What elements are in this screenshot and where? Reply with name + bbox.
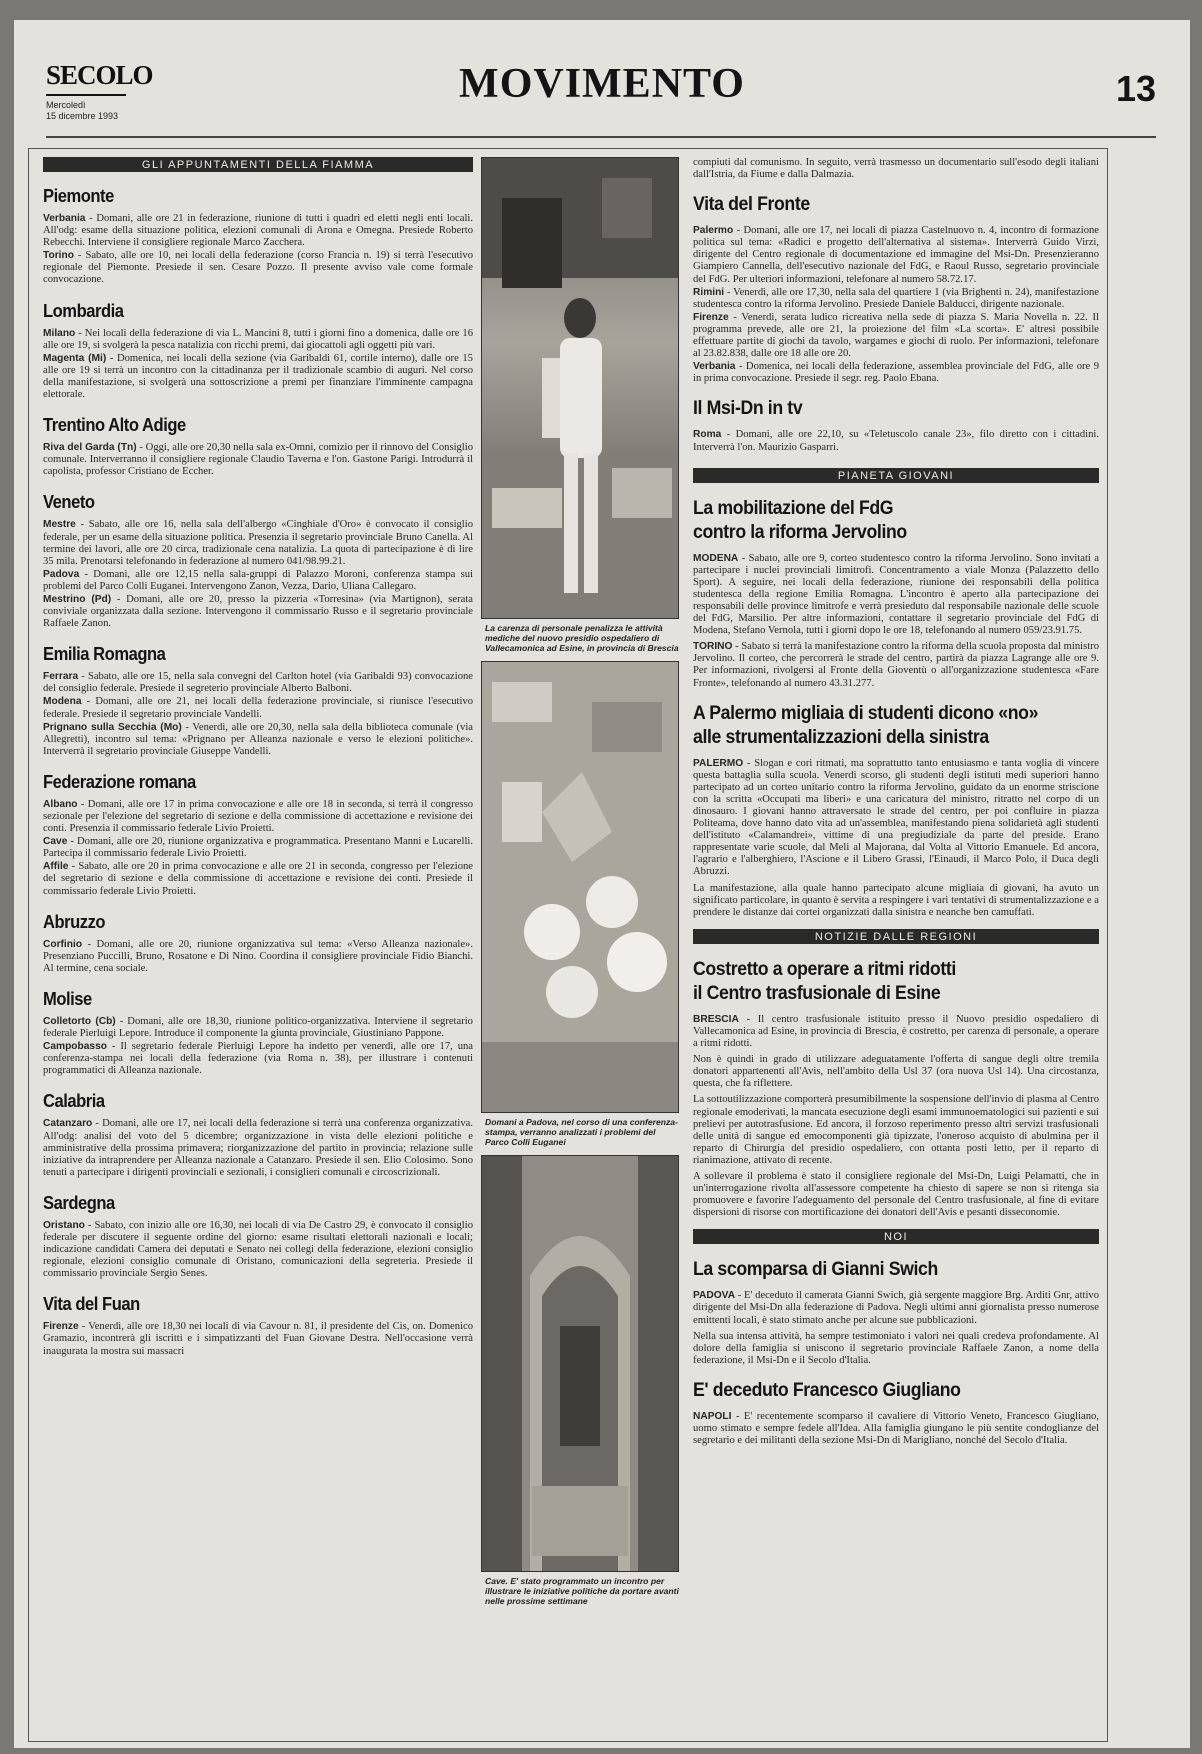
region-heading: Trentino Alto Adige	[43, 415, 186, 436]
photo-padova	[481, 661, 679, 1113]
appointment-entry: Modena - Domani, alle ore 21, nei locali della federazione provinciale, si riunisce l'esecutivo federale. Presiede il segretario provinciale Vandelli.	[43, 696, 473, 720]
photo-hospital	[481, 157, 679, 619]
appointment-entry: Milano - Nei locali della federazione di via L. Mancini 8, tutti i giorni fino a domenica, dalle ore 16 alle ore 19, si svolgerà la pesca natalizia con ricchi premi, dai giocattoli agli oggetti più vari.	[43, 327, 473, 351]
appointment-entry: Mestre - Sabato, alle ore 16, nella sala dell'albergo «Cinghiale d'Oro» è convocato il consiglio federale, per un esame della situazione politica. Presenzia il segretario provinciale Bruno Canella. Al termine dei lavori, alle ore 20 circa, tradizionale cena natalizia. La quota di partecipazione è di lire 35 mila. Prenotarsi telefonando in federazione al numero 041/98.99.21.	[43, 519, 473, 567]
content-frame	[28, 148, 1108, 1742]
region-heading: Piemonte	[43, 186, 114, 206]
dateline	[46, 100, 118, 122]
region-heading: Federazione romana	[43, 771, 196, 792]
article-paragraph: PALERMO - Slogan e cori ritmati, ma soprattutto tanto entusiasmo e tanta voglia di vincere questa battaglia sulla scuola. Venerdì scorso, gli studenti degli istituti medi superiori hanno partecipato ad un corteo unitario contro la riforma Jervolino, guidato da un enorme striscione con la scritta «Occupati ma liberi» e una caricatura del ministro, ritratto nel corpo di un dinosauro. I giovani hanno attraversato le strade del centro, per poi confluire in piazza Politeama, dove hanno dato vita ad un'assemblea, manifestando piena solidarietà agli studenti dell'istituto «Calamandrei», vittime di una pregiudiziale da parte del preside. Erano rappresentate varie scuole, dal Meli al Majorana, dal Volta al Vittorio Emanuele. Ed ancora, l'agrario e l'alberghiero, l'Ascione e il Libero Grassi, l'Einaudi, il Marco Polo, il Duca degli Abruzzi.	[693, 757, 1099, 878]
article-headline: La mobilitazione del FdG contro la riforma Jervolino	[693, 497, 907, 543]
newspaper-logo: SECOLO	[46, 60, 153, 90]
article-headline: Costretto a operare a ritmi ridotti il Centro trasfusionale di Esine	[693, 958, 956, 1004]
appointments-column	[43, 157, 473, 1737]
article-paragraph: BRESCIA - Il centro trasfusionale istituito presso il Nuovo presidio ospedaliero di Vallecamonica ad Esine, in provincia di Brescia, è costretto, per carenza di personale, a operare a ritmi ridotti.	[693, 1013, 1099, 1050]
section-title: MOVIMENTO	[459, 61, 745, 107]
appointments-banner: GLI APPUNTAMENTI DELLA FIAMMA	[43, 157, 473, 172]
news-column	[693, 157, 1099, 1737]
region-heading: Molise	[43, 988, 92, 1009]
appointment-entry: Roma - Domani, alle ore 22,10, su «Teletuscolo canale 23», filo diretto con i cittadini. Interverrà l'on. Maurizio Gasparri.	[693, 429, 1099, 453]
article-paragraph: La sottoutilizzazione comporterà presumibilmente la sospensione dell'invio di plasma al Centro regionale emoderivati, la mancata esecuzione degli esami immunoematologici sui pazienti e sui prelievi per autotrasfusione. Ed ancora, il forzoso reperimento presso altri servizi trasfusionali delle unità di sangue ed emocomponenti già tipizzate, l'oneroso acquisto di abulmina per il reparto di Chirurgia del presidio ospedaliero, con ottanta posti letto, per il reparto di rianimazione, attivato di recente.	[693, 1094, 1099, 1166]
appointment-entry: Firenze - Venerdì, serata ludico ricreativa nella sede di piazza S. Maria Novella n. 22. Il programma prevede, alle ore 21, la proiezione del film «La scorta». E' altresì possibile effettuare partite di giochi da tavolo, wargames e giochi di ruolo. Per informazioni, telefonare al 23.82.838, dalle ore 18 alle ore 20.	[693, 311, 1099, 360]
appointment-entry: Rimini - Venerdì, alle ore 17,30, nella sala del quartiere 1 (via Brighenti n. 24), manifestazione studentesca contro la riforma Jervolino. Presiede Daniele Balducci, dirigente nazionale.	[693, 286, 1099, 310]
appointment-entry: Affile - Sabato, alle ore 20 in prima convocazione e alle ore 21 in seconda, congresso per l'elezione del segretario di sezione e della commissione di accettazione e revisione dei conti. Presiede il commissario federale Livio Proietti.	[43, 861, 473, 897]
appointment-entry: Magenta (Mi) - Domenica, nei locali della sezione (via Garibaldi 61, cortile interno), dalle ore 15 alle ore 19 si terrà un incontro con la cittadinanza per il tradizionale scambio di auguri. Nel corso della manifestazione, si svolgerà una sottoscrizione a premi per finanziare l'imminente campagna elettorale.	[43, 352, 473, 401]
page-number: 13	[1115, 68, 1156, 109]
photo-caption: La carenza di personale penalizza le attività mediche del nuovo presidio ospedaliero di Vallecamonica ad Esine, in provincia di Brescia	[485, 623, 679, 653]
appointment-entry: Prignano sulla Secchia (Mo) - Venerdì, alle ore 20,30, nella sala della biblioteca comunale (via Allegretti), incontro sul tema: «Prignano per Alleanza nazionale e verso le elezioni politiche». Interverrà il segretario provinciale Giuseppe Vandelli.	[43, 721, 473, 757]
issue-date: 15 dicembre 1993	[46, 111, 119, 121]
notizie-regioni-banner: NOTIZIE DALLE REGIONI	[693, 929, 1099, 944]
appointment-entry: Cave - Domani, alle ore 20, riunione organizzativa e programmatica. Presentano Manni e Lucarelli. Partecipa il commissario federale Livio Proietti.	[43, 836, 473, 860]
masthead-rule	[46, 136, 1156, 138]
logo-underline	[46, 94, 126, 96]
article-paragraph: Non è quindi in grado di utilizzare adeguatamente l'offerta di sangue degli oltre tremila donatori appartenenti all'Avis, nell'ambito della Usl 37 (ora nuova Usl 14). Una circostanza, questa, che fa riflettere.	[693, 1054, 1099, 1090]
article-paragraph: TORINO - Sabato si terrà la manifestazione contro la riforma della scuola proposta dal ministro Jervolino. Il corteo, che percorrerà le strade del centro, partirà da piazza Lagrange alle ore 9. Per informazioni, rivolgersi al Fronte della Gioventù o all'organizzazione studentesca «Fare Fronte», telefonando al numero 43.31.277.	[693, 641, 1099, 689]
church-interior-image	[482, 1156, 678, 1571]
appointment-entry: Campobasso - Il segretario federale Pierluigi Lepore ha indetto per venerdì, alle ore 17, una conferenza-stampa nei locali della federazione (via Roma n. 38), per illustrare i contenuti programmatici di Alleanza nazionale.	[43, 1041, 473, 1077]
region-heading: Veneto	[43, 492, 95, 513]
article-paragraph: MODENA - Sabato, alle ore 9, corteo studentesco contro la riforma Jervolino. Sono invitati a partecipare i nuclei provinciali limitrofi. Concentramento a viale Monza (Palazzetto dello Sport). A seguire, nei locali della federazione, riunione dei responsabili della politica studentesca della regione Emilia Romagna. L'incontro è aperto alla partecipazione dei responsabili delle province limitrofe e verrà presieduto dal responsabile nazionale delle scuole del FdG, Marsilio. Per altre informazioni, contattare il segretario provinciale del FdG di Modena, Stefano Vernola, tutti i giorni dopo le ore 18, telefonando al numero 059/23.91.75.	[693, 552, 1099, 637]
section-heading: Il Msi-Dn in tv	[693, 398, 803, 420]
masthead	[32, 38, 1172, 143]
region-heading: Emilia Romagna	[43, 644, 166, 665]
appointment-entry: Corfinio - Domani, alle ore 20, riunione organizzativa sul tema: «Verso Alleanza nazionale». Presenziano Puccilli, Bruno, Rosatone e Di Nino. Coordina il consigliere provinciale Fidio Bianchi. Al termine, cena sociale.	[43, 938, 473, 974]
appointment-entry: Palermo - Domani, alle ore 17, nei locali di piazza Castelnuovo n. 4, incontro di formazione politica sul tema: «Radici e progetto dell'alternativa al sistema». Interverrà Guido Virzì, dirigente del Centro regionale di documentazione ed immagine del Msi-Dn. Presenzieranno Giampiero Cannella, dell'esecutivo nazionale del FdG, e Raoul Russo, segretario provinciale del FdG. Per ulteriori informazioni, telefonare al numero 58.72.17.	[693, 225, 1099, 285]
article-headline: La scomparsa di Gianni Swich	[693, 1259, 938, 1281]
article-headline: A Palermo migliaia di studenti dicono «no» alle strumentalizzazioni della sinistra	[693, 702, 1039, 748]
appointment-entry: Verbania - Domenica, nei locali della federazione, assemblea provinciale del FdG, alle ore 9 in prima convocazione. Presiede il segr. reg. Paolo Ebana.	[693, 361, 1099, 385]
appointment-entry: Albano - Domani, alle ore 17 in prima convocazione e alle ore 18 in seconda, si terrà il congresso sezionale per l'elezione del segretario di sezione e della commissione di accettazione e revisione dei conti. Presenzia il commissario federale Livio Proietti.	[43, 798, 473, 835]
region-heading: Vita del Fuan	[43, 1294, 140, 1315]
region-heading: Calabria	[43, 1091, 105, 1112]
photo-caption: Domani a Padova, nel corso di una conferenza-stampa, verranno analizzati i problemi del Parco Colli Euganei	[485, 1117, 678, 1147]
continued-text: compiuti dal comunismo. In seguito, verrà trasmesso un documentario sull'esodo degli italiani dall'Istria, da Fiume e dalla Dalmazia.	[693, 157, 1099, 181]
appointment-entry: Ferrara - Sabato, alle ore 15, nella sala convegni del Carlton hotel (via Garibaldi 93) convocazione del consiglio federale. Presiede il segreterio provinciale Alberto Balboni.	[43, 671, 473, 695]
article-paragraph: La manifestazione, alla quale hanno partecipato alcune migliaia di giovani, ha avuto un significato particolare, in quanto è servita a respingere i vari tentativi di strumentalizzazione e a prendere le distanze dai cortei organizzati dalla sinistra e neanche ben camuffati.	[693, 882, 1099, 918]
article-paragraph: PADOVA - E' deceduto il camerata Gianni Swich, già sergente maggiore Brg. Arditi Gnr, attivo dirigente del Msi-Dn alla federazione di Padova. Negli ultimi anni giornalista presso numerose emittenti locali, è stato stimato anche per alcune sue pubblicazioni.	[693, 1290, 1099, 1326]
appointment-entry: Colletorto (Cb) - Domani, alle ore 18,30, riunione politico-organizzativa. Interviene il segretario federale Pierluigi Lepore. Introduce il componente la giunta provinciale, Giustiniano Pappone.	[43, 1015, 473, 1040]
article-paragraph: Nella sua intensa attività, ha sempre testimoniato i valori nei quali credeva profondamente. Al dolore della famiglia si uniscono il segretario provinciale Raffaele Zanon, a nome della federazione, il Msi-Dn e il Secolo d'Italia.	[693, 1330, 1099, 1366]
section-heading: Vita del Fronte	[693, 194, 810, 216]
photo-column	[481, 157, 681, 1737]
appointment-entry: Mestrino (Pd) - Domani, alle ore 20, presso la pizzeria «Torresina» (via Martignon), serata conviviale organizzata dalla sezione. Intervengono il commissario Russo e il segretario provinciale Raffaele Zanon.	[43, 593, 473, 630]
appointment-entry: Oristano - Sabato, con inizio alle ore 16,30, nei locali di via De Castro 29, è convocato il consiglio federale per discutere il seguente ordine del giorno: esame risultati elettorali nazionali e locali; indicazione candidati Camera dei deputati e Senato nei collegi della federazione, elezioni consiglio regionale, elezioni consiglio comunale di Oristano, comunicazioni della segreteria. Presiede il commissario provinciale Sergio Senes.	[43, 1219, 473, 1280]
region-heading: Sardegna	[43, 1192, 115, 1213]
appointment-entry: Torino - Sabato, alle ore 10, nei locali della federazione (corso Francia n. 19) si terrà l'esecutivo regionale del Piemonte. Presiede il sen. Cesare Pozzo. Il presente avviso vale come formale convocazione.	[43, 250, 473, 286]
aerial-view-image	[482, 662, 678, 1112]
photo-caption: Cave. E' stato programmato un incontro per illustrare le iniziative politiche da portare avanti nelle prossime settimane	[485, 1576, 679, 1606]
appointment-entry: Verbania - Domani, alle ore 21 in federazione, riunione di tutti i quadri ed eletti negli enti locali. All'odg: esame della situazione politica, elezioni comunali di Arona e Omegna. Presiede Roberto Rebecchi. Interviene il consigliere regionale Marco Zacchera.	[43, 213, 473, 249]
appointment-entry: Padova - Domani, alle ore 12,15 nella sala-gruppi di Palazzo Moroni, conferenza stampa sui problemi del Parco Colli Euganei. Intervengono Zanon, Vezza, Dario, Uliana Callegaro.	[43, 568, 473, 592]
region-heading: Abruzzo	[43, 911, 106, 932]
pianeta-giovani-banner: PIANETA GIOVANI	[693, 468, 1099, 483]
weekday: Mercoledì	[46, 100, 86, 110]
photo-cave	[481, 1155, 679, 1572]
appointment-entry: Catanzaro - Domani, alle ore 17, nei locali della federazione si terrà una conferenza organizzativa. All'odg: analisi del voto del 5 dicembre; organizzazione in vista delle elezioni politiche e amministrative della prossima primavera; riorganizzazione del partito in provincia; relazione sulle iniziative da intraprendere per Alleanza nazionale a Catanzaro. Presiede il sen. Elio Colosimo. Sono tenuti a partecipare i dirigenti provinciali e sezionali, i consiglieri comunali e circoscrizionali.	[43, 1118, 473, 1178]
appointment-entry: Riva del Garda (Tn) - Oggi, alle ore 20,30 nella sala ex-Omni, comizio per il rinnovo del Consiglio comunale. Interverranno il consigliere regionale Claudio Taverna e l'on. Gastone Parigi. Introdurrà il capolista, professor Cristiano de Eccher.	[43, 442, 473, 478]
region-heading: Lombardia	[43, 300, 124, 321]
newspaper-page	[14, 20, 1190, 1748]
hospital-corridor-image	[482, 158, 678, 618]
noi-banner: NOI	[693, 1229, 1099, 1244]
article-paragraph: NAPOLI - E' recentemente scomparso il cavaliere di Vittorio Veneto, Francesco Giugliano, uomo stimato e sempre fedele all'Idea. Alla famiglia giungano le più sentite condoglianze del segretario e dei militanti della sezione Msi-Dn di Marigliano, nonché del Secolo d'Italia.	[693, 1410, 1099, 1447]
article-headline: E' deceduto Francesco Giugliano	[693, 1379, 961, 1401]
appointment-entry: Firenze - Venerdì, alle ore 18,30 nei locali di via Cavour n. 81, il presidente del Cis, on. Domenico Gramazio, incontrerà gli iscritti e i simpatizzanti del Fuan Giovane Destra. Nell'occasione verrà inaugurata la mostra sui massacri	[43, 1321, 473, 1357]
article-paragraph: A sollevare il problema è stato il consigliere regionale del Msi-Dn, Luigi Pelamatti, che in un'interrogazione rivolta all'assessore competente ha chiesto di sapere se non si ritenga sia promuovere e favorire l'adeguamento del personale del Centro trasfusionale, al fine di evitare dispersioni di risorse con mortificazione dei donatori dell'Avis e pesanti disseconomie.	[693, 1170, 1099, 1219]
